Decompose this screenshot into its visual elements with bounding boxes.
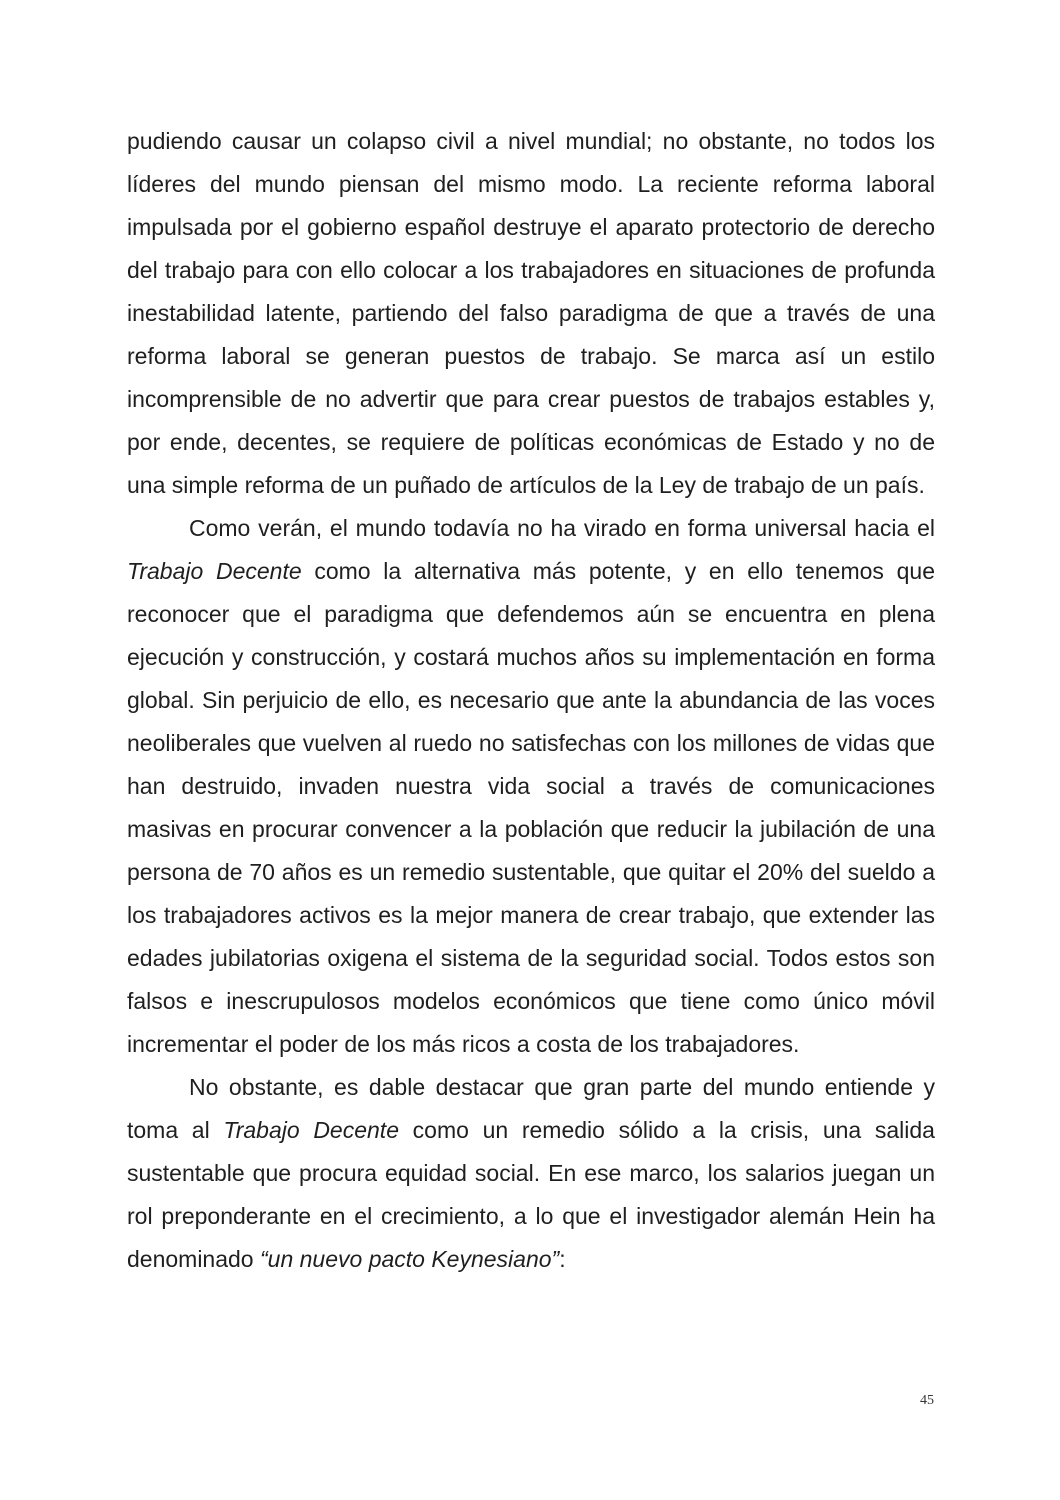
- paragraph-3-text-c: :: [559, 1246, 566, 1272]
- paragraph-2: [127, 507, 935, 1066]
- paragraph-3-text-a: No obstante, es dable destacar que gran parte del mundo entiende y toma al: [127, 1074, 935, 1143]
- paragraph-3-italic-term: Trabajo Decente: [223, 1117, 399, 1143]
- paragraph-1: [127, 120, 935, 507]
- paragraph-1-text: pudiendo causar un colapso civil a nivel mundial; no obstante, no todos los líderes del mundo piensan del mismo modo. La reciente reforma laboral impulsada por el gobierno español destruye el aparato protectorio de derecho del trabajo para con ello colocar a los trabajadores en situaciones de profunda inestabilidad latente, partiendo del falso paradigma de que a través de una reforma laboral se generan puestos de trabajo. Se marca así un estilo incomprensible de no advertir que para crear puestos de trabajos estables y, por ende, decentes, se requiere de políticas económicas de Estado y no de una simple reforma de un puñado de artículos de la Ley de trabajo de un país.: [127, 128, 935, 498]
- paragraph-2-italic-term: Trabajo Decente: [127, 558, 302, 584]
- paragraph-3: [127, 1066, 935, 1281]
- paragraph-2-text-b: como la alternativa más potente, y en ello tenemos que reconocer que el paradigma que defendemos aún se encuentra en plena ejecución y construcción, y costará muchos años su implementación en forma global. Sin perjuicio de ello, es necesario que ante la abundancia de las voces neoliberales que vuelven al ruedo no satisfechas con los millones de vidas que han destruido, invaden nuestra vida social a través de comunicaciones masivas en procurar convencer a la población que reducir la jubilación de una persona de 70 años es un remedio sustentable, que quitar el 20% del sueldo a los trabajadores activos es la mejor manera de crear trabajo, que extender las edades jubilatorias oxigena el sistema de la seguridad social. Todos estos son falsos e inescrupulosos modelos económicos que tiene como único móvil incrementar el poder de los más ricos a costa de los trabajadores.: [127, 558, 935, 1057]
- paragraph-3-italic-quote: “un nuevo pacto Keynesiano”: [260, 1246, 560, 1272]
- paragraph-3-text-b: como un remedio sólido a la crisis, una salida sustentable que procura equidad social. En ese marco, los salarios juegan un rol preponderante en el crecimiento, a lo que el investigador alemán Hein ha denominado: [127, 1117, 935, 1272]
- page-number: 45: [920, 1393, 934, 1408]
- paragraph-2-text-a: Como verán, el mundo todavía no ha virado en forma universal hacia el: [189, 515, 935, 541]
- document-body: [127, 120, 935, 1281]
